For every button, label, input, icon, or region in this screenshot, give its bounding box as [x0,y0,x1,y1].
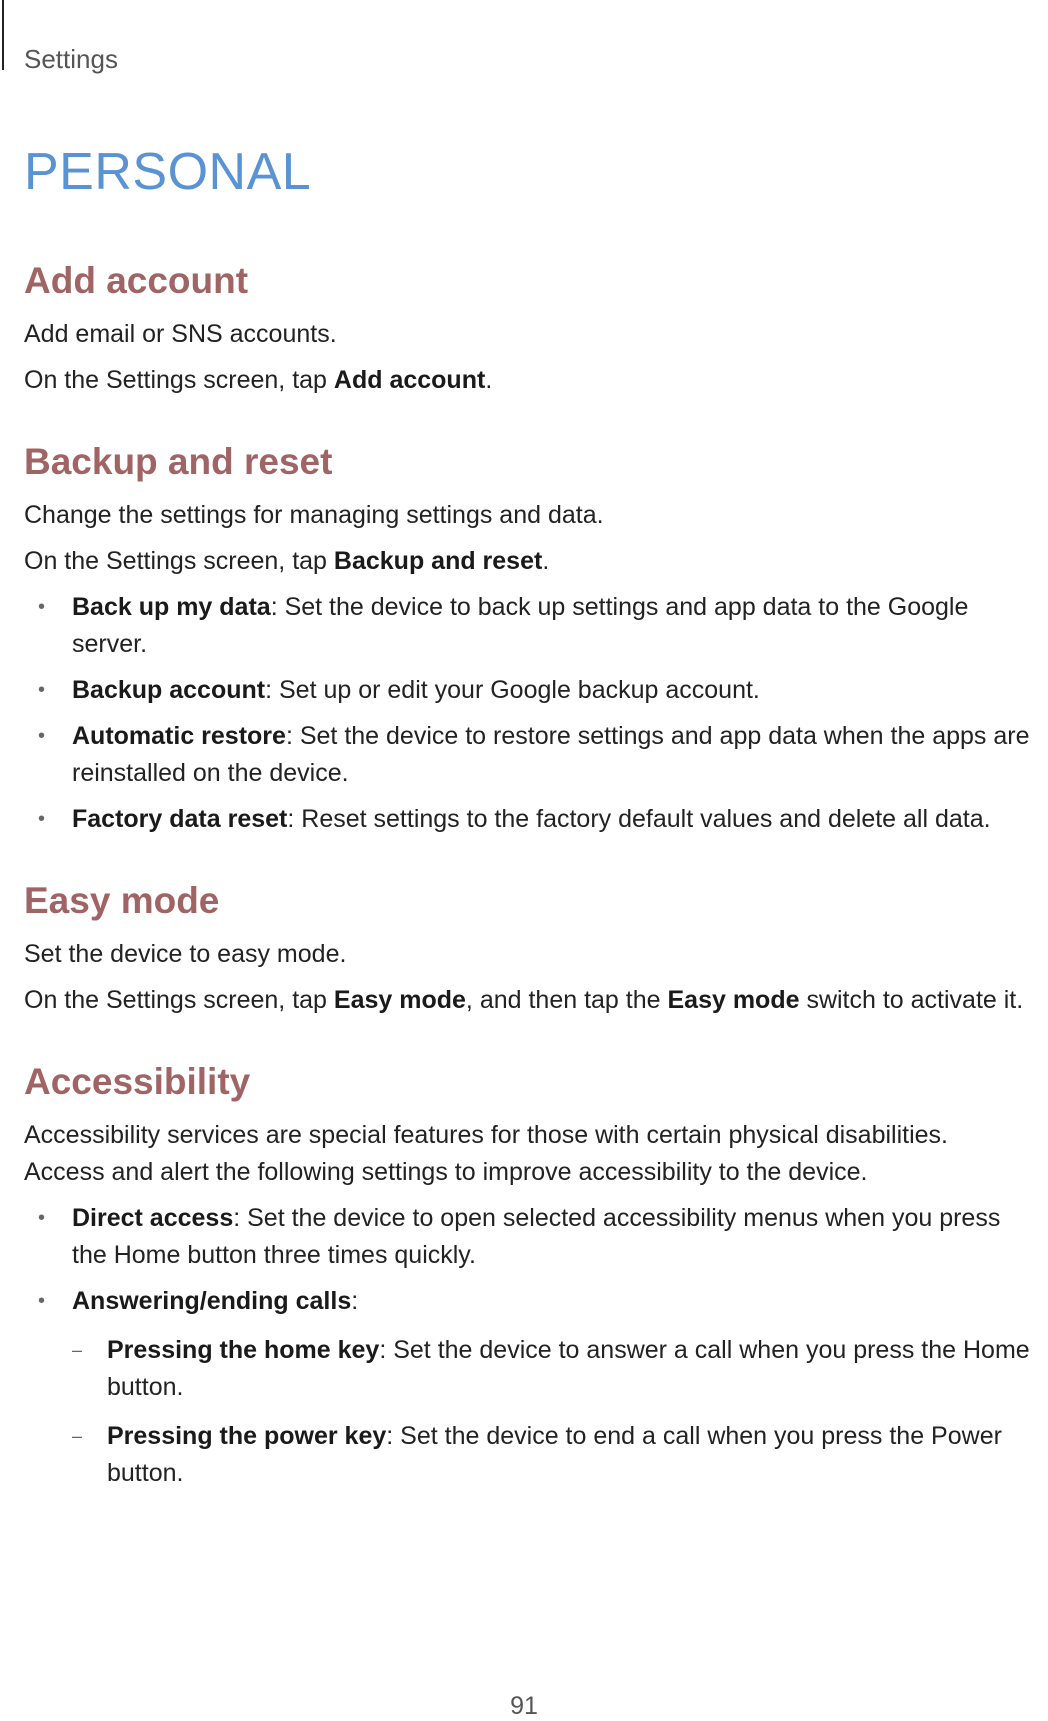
navigation-instruction [24,543,1034,580]
dash-icon: – [72,1340,83,1360]
page-content [24,258,1034,1492]
instruction-menu-term: Easy mode [333,986,466,1014]
bullet-icon: • [38,1207,46,1229]
instruction-text: On the Settings screen, tap [24,366,334,394]
instruction-text: . [485,366,493,394]
option-term: Pressing the power key [107,1422,387,1450]
section-description: Accessibility services are special features for those with certain physical disabilities. Access and alert the following settings to improve accessibility to the device. [24,1121,948,1186]
bullet-icon: • [38,679,46,701]
list-item [24,801,1034,838]
instruction-text: , and then tap the [465,986,668,1014]
option-term: Automatic restore [72,722,286,750]
option-term: Answering/ending calls [72,1287,352,1315]
option-term: Pressing the home key [107,1336,380,1364]
list-item [24,1283,1034,1492]
chapter-title: PERSONAL [24,143,312,201]
navigation-instruction [24,362,1034,399]
section-title: Add account [24,260,249,301]
instruction-text: On the Settings screen, tap [24,547,334,575]
section-backup-and-reset [24,439,1034,838]
option-description: : [351,1287,359,1315]
section-add-account [24,258,1034,399]
instruction-text: . [542,547,550,575]
running-head: Settings [24,44,118,74]
option-description: : Set the device to back up settings and app data to the Google server. [72,593,969,658]
page-number: 91 [510,1692,538,1720]
navigation-instruction [24,982,1034,1019]
sub-list-item [72,1332,1034,1406]
option-term: Direct access [72,1204,234,1232]
instruction-text: switch to activate it. [799,986,1024,1014]
option-list [24,1200,1034,1492]
section-title: Backup and reset [24,441,333,482]
sub-list-item [72,1418,1034,1492]
dash-icon: – [72,1426,83,1446]
option-description: : Set the device to open selected accessibility menus when you press the Home button three times quickly. [72,1204,1001,1269]
option-term: Factory data reset [72,805,288,833]
sub-option-list [72,1332,1034,1492]
section-description: Change the settings for managing settings and data. [24,501,604,529]
option-term: Back up my data [72,593,271,621]
option-term: Backup account [72,676,266,704]
page-edge-rule [2,0,4,70]
bullet-icon: • [38,1290,46,1312]
list-item [24,672,1034,709]
instruction-switch-term: Easy mode [667,986,800,1014]
list-item [24,718,1034,792]
section-description: Set the device to easy mode. [24,940,347,968]
section-easy-mode [24,878,1034,1019]
bullet-icon: • [38,725,46,747]
section-description: Add email or SNS accounts. [24,320,337,348]
option-description: : Set up or edit your Google backup account. [265,676,760,704]
list-item [24,1200,1034,1274]
option-list [24,589,1034,838]
list-item [24,589,1034,663]
instruction-menu-term: Backup and reset [333,547,543,575]
option-description: : Set the device to answer a call when you press the Home button. [107,1336,1030,1401]
section-accessibility [24,1059,1034,1492]
instruction-menu-term: Add account [333,366,486,394]
section-title: Easy mode [24,880,220,921]
instruction-text: On the Settings screen, tap [24,986,334,1014]
option-description: : Reset settings to the factory default values and delete all data. [287,805,991,833]
bullet-icon: • [38,808,46,830]
option-description: : Set the device to restore settings and app data when the apps are reinstalled on the device. [72,722,1030,787]
bullet-icon: • [38,596,46,618]
section-title: Accessibility [24,1061,251,1102]
option-description: : Set the device to end a call when you press the Power button. [107,1422,1002,1487]
